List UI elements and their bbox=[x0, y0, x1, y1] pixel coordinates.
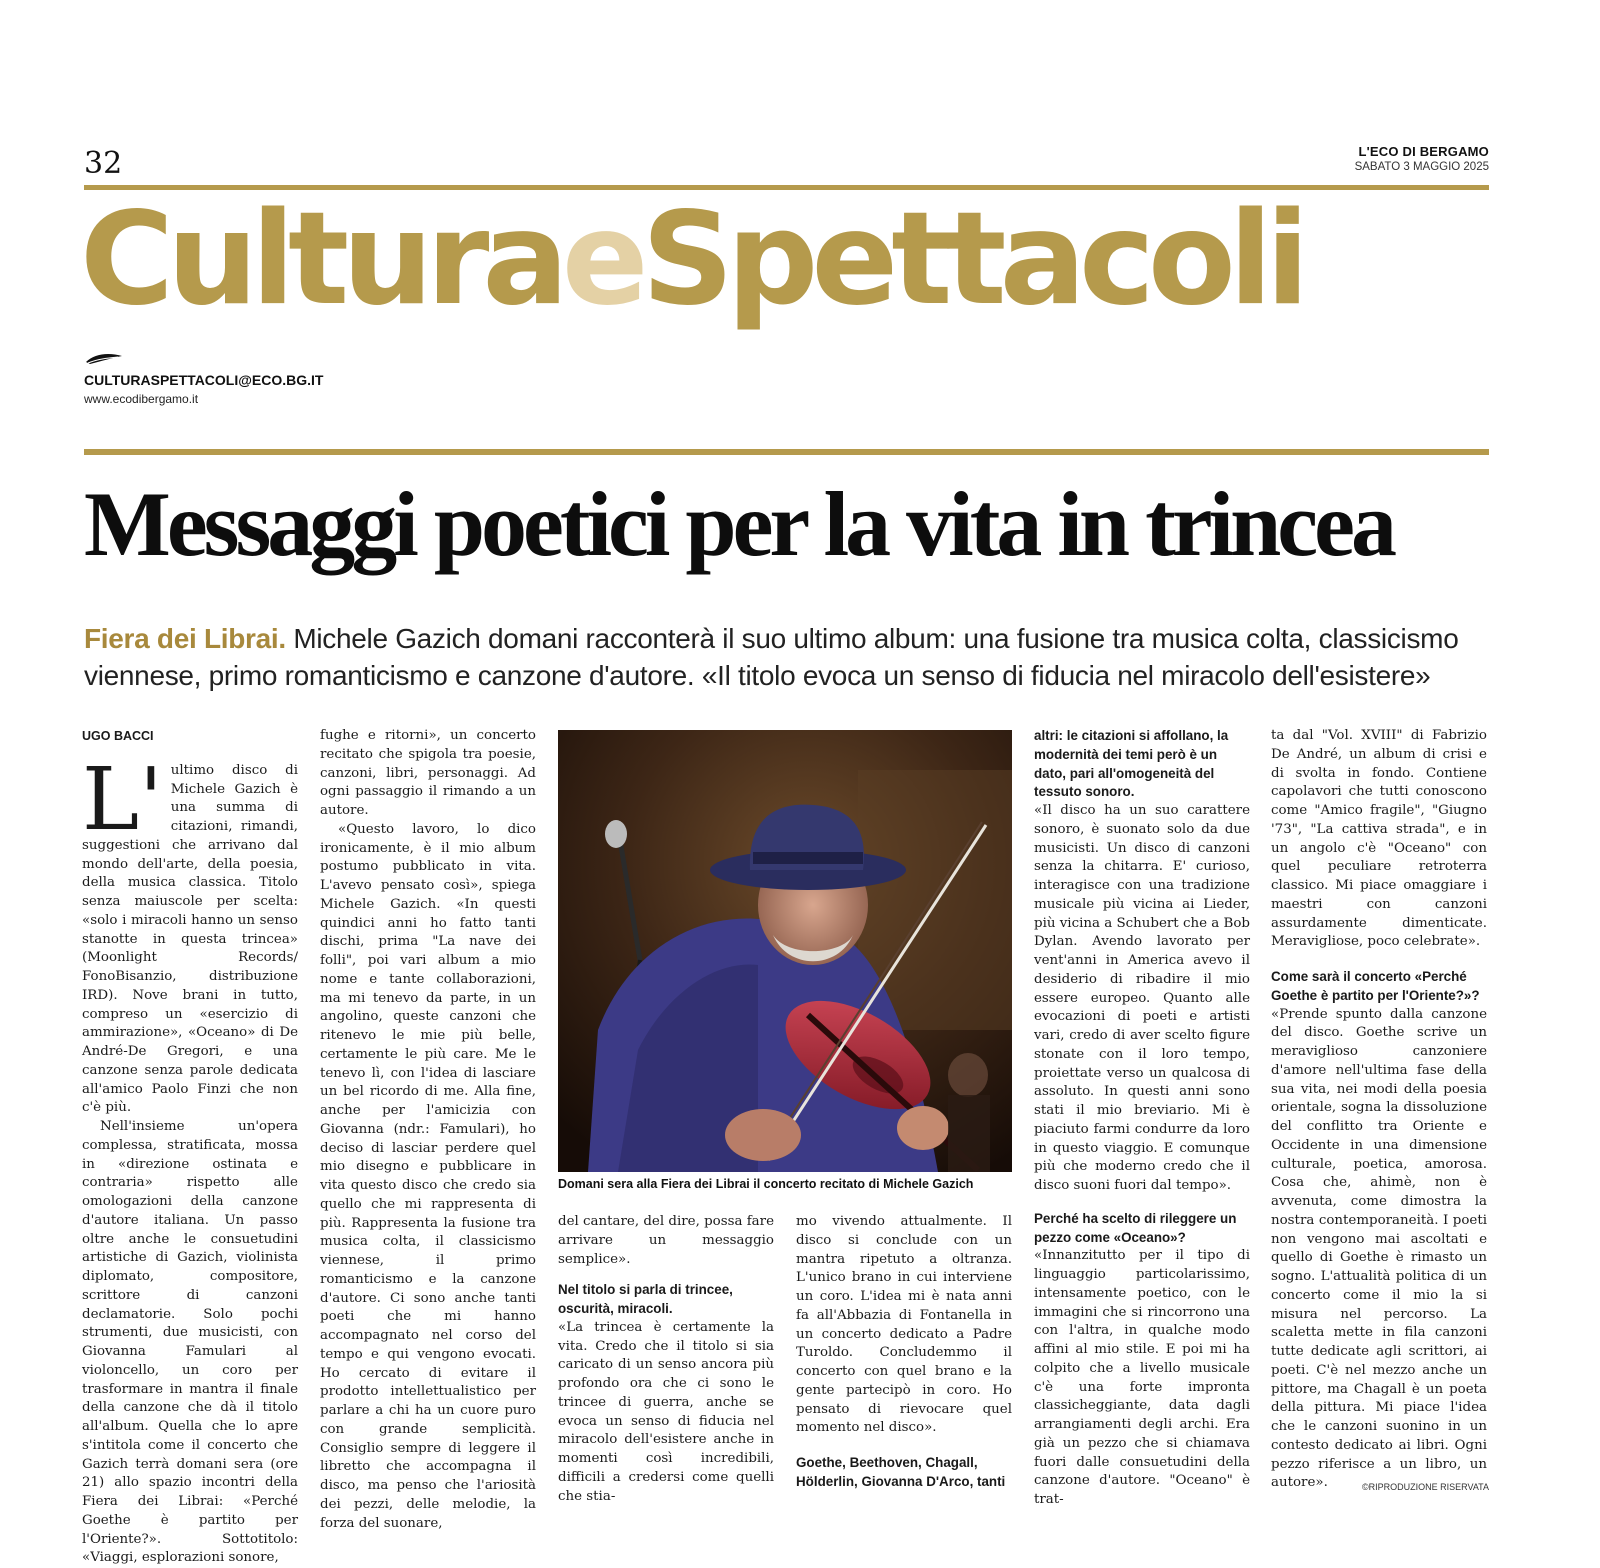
article-column-3 bbox=[558, 1213, 774, 1506]
interview-question: Come sarà il concerto «Perché Goethe è partito per l'Oriente?»? bbox=[1271, 969, 1480, 1003]
section-title-part2: e bbox=[561, 185, 642, 334]
article-column-2 bbox=[320, 727, 536, 1533]
paragraph: fughe e ritorni», un concerto recitato che spigola tra poesie, canzoni, libri, personaggi. Ad ogni passaggio il rimando a un autore. bbox=[320, 728, 536, 818]
issue-date: SABATO 3 MAGGIO 2025 bbox=[1354, 161, 1489, 173]
paragraph: ta dal "Vol. XVIII" di Fabrizio De André, un album di crisi e di svolta in fondo. Contiene capolavori che tutti conoscono come "Amico fragile", "Giugno '73", "La cattiva strada", e in un angolo c'è "Oceano" con quel peculiare retroterra classico. Mi piace omaggiare i maestri con canzoni assurdamente dimenticate. Meravigliose, poco celebrate». bbox=[1271, 728, 1487, 950]
interview-question: Nel titolo si parla di trincee, oscurità, miracoli. bbox=[558, 1282, 733, 1316]
byline: UGO BACCI bbox=[82, 729, 154, 743]
quill-icon bbox=[84, 352, 124, 366]
subheadline bbox=[84, 620, 1504, 694]
article-column-4 bbox=[796, 1213, 1012, 1492]
copyright-notice: ©RIPRODUZIONE RISERVATA bbox=[1362, 1482, 1489, 1492]
paragraph: «Questo lavoro, lo dico ironicamente, è il mio album postumo pubblicato in vita. L'avevo pensato così», spiega Michele Gazich. «In questi quindici anni ho fatto tanti dischi, prima "La nave dei folli", poi vari album a mio nome e tante collaborazioni, ma mi tenevo da parte, in un angolino, queste canzoni che ritenevo le mie più belle, certamente le più care. Me le tenevo lì, con l'idea di lasciare un bel ricordo di me. Alla fine, anche per l'amicizia con Giovanna (ndr.: Famulari), ho deciso di lasciar perdere quel mio disegno e pubblicare in vita questo disco che credo sia quello che mi rappresenta di più. Rappresenta la fusione tra musica colta, il classicismo viennese, il primo romanticismo e la canzone d'autore. Ci sono anche tanti poeti che mi hanno accompagnato nel corso del tempo e qui vengono evocati. Ho cercato di evitare il prodotto intellettualistico per parlare a chi ha un cuore puro con grande semplicità. Consiglio sempre di leggere il libretto che accompagna il disco, ma penso che l'ariosità dei pezzi, delle melodie, la forza del suonare, bbox=[320, 821, 536, 1531]
paragraph: Nell'insieme un'opera complessa, stratificata, mossa in «direzione ostinata e contraria» rispetto alle omologazioni della canzone d'autore italiana. Un passo oltre anche le consuetudini artistiche di Gazich, violinista diplomato, compositore, scrittore di canzoni declamatorie. Solo pochi strumenti, due musicisti, con Giovanna Famulari al violoncello, un coro per trasformare in mantra il finale della canzone che dà il titolo all'album. Quella che lo apre s'intitola come il concerto che Gazich terrà domani sera (ore 21) allo spazio incontri della Fiera dei Librai: «Perché Goethe è partito per l'Oriente?». Sottotitolo: «Viaggi, esplorazioni sonore, bbox=[82, 1119, 298, 1566]
photo-caption: Domani sera alla Fiera dei Librai il concerto recitato di Michele Gazich bbox=[558, 1177, 974, 1191]
paragraph: del cantare, del dire, possa fare arrivare un messaggio semplice». bbox=[558, 1214, 774, 1267]
section-title bbox=[80, 185, 1303, 334]
article-photo bbox=[558, 730, 1012, 1172]
section-rule bbox=[84, 449, 1489, 455]
newspaper-name: L'ECO DI BERGAMO bbox=[1358, 144, 1489, 159]
paragraph: «La trincea è certamente la vita. Credo che il titolo si sia caricato di un senso ancora più profondo ora che ci sono le trincee di guerra, anche se evoca un senso di fiducia nel miracolo dell'esistere anche in momenti così incredibili, difficili a credersi come quelli che stia- bbox=[558, 1319, 774, 1504]
subhead-kicker: Fiera dei Librai. bbox=[84, 623, 286, 654]
section-title-part1: Cultura bbox=[80, 185, 562, 334]
page-number: 32 bbox=[84, 146, 123, 181]
drop-cap: L' bbox=[82, 749, 163, 850]
interview-question: altri: le citazioni si affollano, la modernità dei temi però è un dato, pari all'omogeneità del tessuto sonoro. bbox=[1034, 728, 1229, 800]
section-title-part3: Spettacoli bbox=[641, 185, 1303, 334]
paragraph: mo vivendo attualmente. Il disco si conclude con un mantra ripetuto a oltranza. L'unico brano in cui interviene un coro. L'idea mi è nata anni fa all'Abbazia di Fontanella in un concerto dedicato a Padre Turoldo. Concludemmo il concerto con quel brano e la gente partecipò in coro. Ho pensato di rievocare quel momento nel disco». bbox=[796, 1214, 1012, 1436]
paragraph: «Prende spunto dalla canzone del disco. Goethe scrive un meraviglioso canzoniere d'amore nell'ultima fase della sua vita, nei modi della poesia orientale, sogna la dissoluzione del conflitto tra Oriente e Occidente in una dimensione culturale, poetica, amorosa. Cosa che, ahimè, non è avvenuta, come dimostra la nostra contemporaneità. I poeti non vengono mai ascoltati e quello di Goethe è rimasto un sogno. L'attualità politica di un concerto come il mio la si misura nel percorso. La scaletta mette in fila canzoni tutte dedicate agli scrittori, ai poeti. C'è nel mezzo anche un pittore, ma Chagall è un poeta della pittura. Mi piace l'idea che le canzoni suonino in un contesto dedicato ai libri. Ogni pezzo riferisce a un libro, un autore». bbox=[1271, 1006, 1487, 1491]
contact-website[interactable]: www.ecodibergamo.it bbox=[84, 392, 199, 406]
violinist-photo bbox=[558, 730, 1012, 1172]
article-column-1 bbox=[82, 727, 298, 1568]
article-column-6 bbox=[1271, 727, 1487, 1493]
article-column-5 bbox=[1034, 727, 1250, 1510]
interview-question: Perché ha scelto di rileggere un pezzo come «Oceano»? bbox=[1034, 1210, 1237, 1245]
contact-email[interactable]: CULTURASPETTACOLI@ECO.BG.IT bbox=[84, 372, 324, 388]
masthead bbox=[1355, 144, 1489, 173]
subhead-text: Michele Gazich domani racconterà il suo ultimo album: una fusione tra musica colta, classicismo viennese, primo romanticismo e canzone d'autore. «Il titolo evoca un senso di fiducia nel miracolo dell'esistere» bbox=[84, 623, 1459, 691]
interview-question: Goethe, Beethoven, Chagall, Hölderlin, Giovanna D'Arco, tanti bbox=[796, 1455, 1006, 1489]
headline: Messaggi poetici per la vita in trincea bbox=[84, 473, 1393, 575]
paragraph: «Innanzitutto per il tipo di linguaggio particolarissimo, intensamente poetico, con le immagini che si rincorrono una con l'altra, in qualche modo affini al mio stile. E poi mi ha colpito che a livello musicale c'è una forte impronta classicheggiante, data dagli arrangiamenti degli archi. Era già un pezzo che si chiamava fuori dalle consuetudini della canzone d'autore. "Oceano" è trat- bbox=[1034, 1248, 1250, 1507]
paragraph: ultimo disco di Michele Gazich è una summa di citazioni, rimandi, suggestioni che arrivano dal mondo dell'arte, della poesia, della musica classica. Titolo senza maiuscole per scelta: «solo i miracoli hanno un senso stanotte in questa trincea» (Moonlight Records/ FonoBisanzio, distribuzione IRD). Nove brani in tutto, compreso un «esercizio di ammirazione», «Oceano» di De André-De Gregori, e una canzone senza parole dedicata all'amico Paolo Finzi che non c'è più. bbox=[82, 762, 298, 1116]
paragraph: «Il disco ha un suo carattere sonoro, è suonato solo da due musicisti. Un disco di canzoni senza la chitarra. E' curioso, interagisce con una tradizione musicale più vicina ai Lieder, più vicina a Schubert che a Bob Dylan. Avendo lavorato per vent'anni in America avevo il desiderio di ribadire il mio essere europeo. Quanto alle evocazioni di poeti e artisti vari, credo di aver scelto figure stonate con il loro tempo, proiettate verso un qualcosa di assoluto. In questi anni sono stati il mio breviario. Mi è piaciuto farmi condurre da loro in questo viaggio. E comunque più che moderno credo che il disco suoni fuori dal tempo». bbox=[1034, 803, 1250, 1193]
